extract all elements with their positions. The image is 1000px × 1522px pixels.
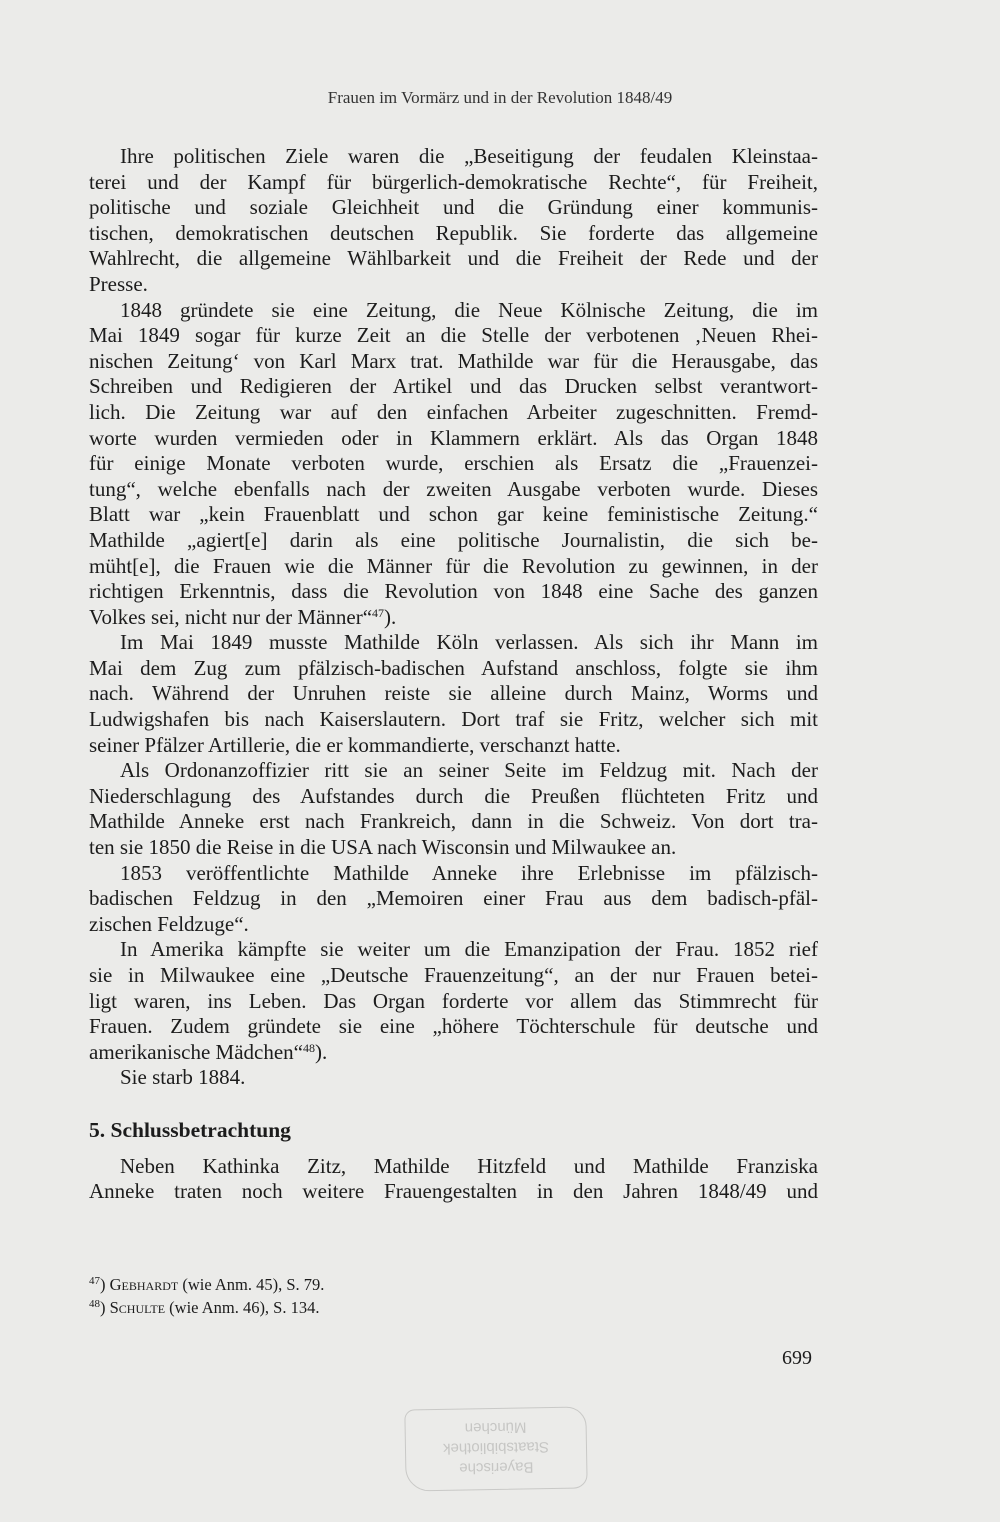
text-line: worte wurden vermieden oder in Klammern erklärt. Als das Organ 1848 bbox=[89, 425, 818, 450]
text-line: nischen Zeitung‘ von Karl Marx trat. Mathilde war für die Herausgabe, das bbox=[89, 348, 818, 373]
text-line: Neben Kathinka Zitz, Mathilde Hitzfeld und Mathilde Franziska bbox=[120, 1153, 818, 1178]
text-line-with-note bbox=[89, 605, 818, 631]
footnote-author: Gebhardt bbox=[109, 1275, 179, 1294]
text-line: richtigen Erkenntnis, dass die Revolution von 1848 eine Sache des ganzen bbox=[89, 579, 818, 604]
footnote-author: Schulte bbox=[109, 1297, 166, 1317]
text-line: In Amerika kämpfte sie weiter um die Emanzipation der Frau. 1852 rief bbox=[120, 937, 818, 962]
text-line: 1853 veröffentlichte Mathilde Anneke ihre Erlebnisse im pfälzisch- bbox=[120, 860, 818, 885]
text-line: tung“, welche ebenfalls nach der zweiten Ausgabe verboten wurde. Dieses bbox=[89, 476, 818, 501]
text-line: politische und soziale Gleichheit und die Gründung einer kommunis- bbox=[89, 195, 818, 220]
text-line: Volkes sei, nicht nur der Männer“ bbox=[89, 604, 373, 629]
text-line: Sie starb 1884. bbox=[120, 1065, 246, 1090]
text-line: Frauen. Zudem gründete sie eine „höhere Töchterschule für deutsche und bbox=[89, 1014, 818, 1039]
footnote-number: 47 bbox=[89, 1275, 100, 1287]
footnote-ref-48: 48 bbox=[302, 1040, 315, 1055]
body-text bbox=[89, 144, 818, 1205]
text-line: Als Ordonanzoffizier ritt sie an seiner Seite im Feldzug mit. Nach der bbox=[120, 758, 818, 783]
page-number: 699 bbox=[782, 1347, 812, 1369]
text-line: nach. Während der Unruhen reiste sie alleine durch Mainz, Worms und bbox=[89, 681, 818, 706]
text-line: lich. Die Zeitung war auf den einfachen Arbeiter zugeschnitten. Fremd- bbox=[89, 399, 818, 424]
text-line: ligt waren, ins Leben. Das Organ forderte vor allem das Stimmrecht für bbox=[89, 988, 818, 1013]
text-line: sie in Milwaukee eine „Deutsche Frauenzeitung“, an der nur Frauen betei- bbox=[89, 963, 818, 987]
text-line: Ihre politischen Ziele waren die „Beseitigung der feudalen Kleinstaa- bbox=[120, 144, 818, 168]
text-line: ten sie 1850 die Reise in die USA nach Wisconsin und Milwaukee an. bbox=[89, 835, 677, 860]
footnote-47 bbox=[89, 1274, 818, 1297]
ref-close: ). bbox=[384, 604, 397, 629]
ref-close: ). bbox=[314, 1039, 328, 1064]
text-line: zischen Feldzuge“. bbox=[89, 911, 249, 936]
text-line-with-note bbox=[89, 1040, 818, 1066]
section-gap bbox=[89, 1144, 818, 1154]
footnotes bbox=[89, 1274, 818, 1319]
section-gap bbox=[89, 1091, 818, 1118]
text-line: Mai dem Zug zum pfälzisch-badischen Aufstand anschloss, folgte sie ihm bbox=[89, 655, 818, 680]
text-line: Mathilde „agiert[e] darin als eine politische Journalistin, die sich be- bbox=[89, 527, 818, 552]
text-line: seiner Pfälzer Artillerie, die er kommandierte, verschanzt hatte. bbox=[89, 732, 621, 757]
text-line: Im Mai 1849 musste Mathilde Köln verlassen. Als sich ihr Mann im bbox=[120, 630, 818, 655]
stamp-line: Bayerische bbox=[459, 1458, 534, 1477]
running-head: Frauen im Vormärz und in der Revolution 1848/49 bbox=[327, 88, 673, 107]
text-line: tischen, demokratischen deutschen Republik. Sie forderte das allgemeine bbox=[89, 220, 818, 245]
text-line: badischen Feldzug in den „Memoiren einer Frau aus dem badisch-pfäl- bbox=[89, 886, 818, 911]
section-heading: 5. Schlussbetrachtung bbox=[89, 1117, 291, 1142]
text-line: 1848 gründete sie eine Zeitung, die Neue Kölnische Zeitung, die im bbox=[120, 297, 818, 322]
stamp-line: München bbox=[464, 1418, 527, 1437]
footnote-paren: ) bbox=[100, 1297, 106, 1317]
text-line: Blatt war „kein Frauenblatt und schon gar keine feministische Zeitung.“ bbox=[89, 502, 818, 527]
text-line: Niederschlagung des Aufstandes durch die Preußen flüchteten Fritz und bbox=[89, 783, 818, 808]
text-line: für einige Monate verboten wurde, erschien als Ersatz die „Frauenzei- bbox=[89, 451, 818, 476]
footnote-number: 48 bbox=[89, 1297, 100, 1310]
stamp-line: Staatsbibliothek bbox=[442, 1438, 550, 1457]
text-line: müht[e], die Frauen wie die Männer für die Revolution zu gewinnen, in der bbox=[89, 553, 818, 578]
text-line: Mai 1849 sogar für kurze Zeit an die Stelle der verbotenen ‚Neuen Rhei- bbox=[89, 323, 818, 348]
footnote-ref-47: 47 bbox=[372, 605, 385, 620]
footnote-text: (wie Anm. 45), S. 79. bbox=[178, 1275, 325, 1294]
library-stamp bbox=[404, 1406, 587, 1491]
text-line: Ludwigshafen bis nach Kaiserslautern. Dort traf sie Fritz, welcher sich mit bbox=[89, 707, 818, 732]
text-line: Schreiben und Redigieren der Artikel und das Drucken selbst verantwort- bbox=[89, 374, 818, 399]
text-line: Anneke traten noch weitere Frauengestalten in den Jahren 1848/49 und bbox=[89, 1179, 818, 1204]
text-line: terei und der Kampf für bürgerlich-demokratische Rechte“, für Freiheit, bbox=[89, 169, 818, 194]
text-line: Mathilde Anneke erst nach Frankreich, dann in die Schweiz. Von dort tra- bbox=[89, 809, 818, 834]
footnote-text: (wie Anm. 46), S. 134. bbox=[165, 1297, 320, 1317]
text-line: Presse. bbox=[89, 271, 148, 296]
text-line: amerikanische Mädchen“ bbox=[89, 1039, 303, 1064]
footnote-48 bbox=[89, 1297, 818, 1320]
text-line: Wahlrecht, die allgemeine Wählbarkeit und die Freiheit der Rede und der bbox=[89, 246, 818, 271]
footnote-paren: ) bbox=[100, 1275, 106, 1294]
